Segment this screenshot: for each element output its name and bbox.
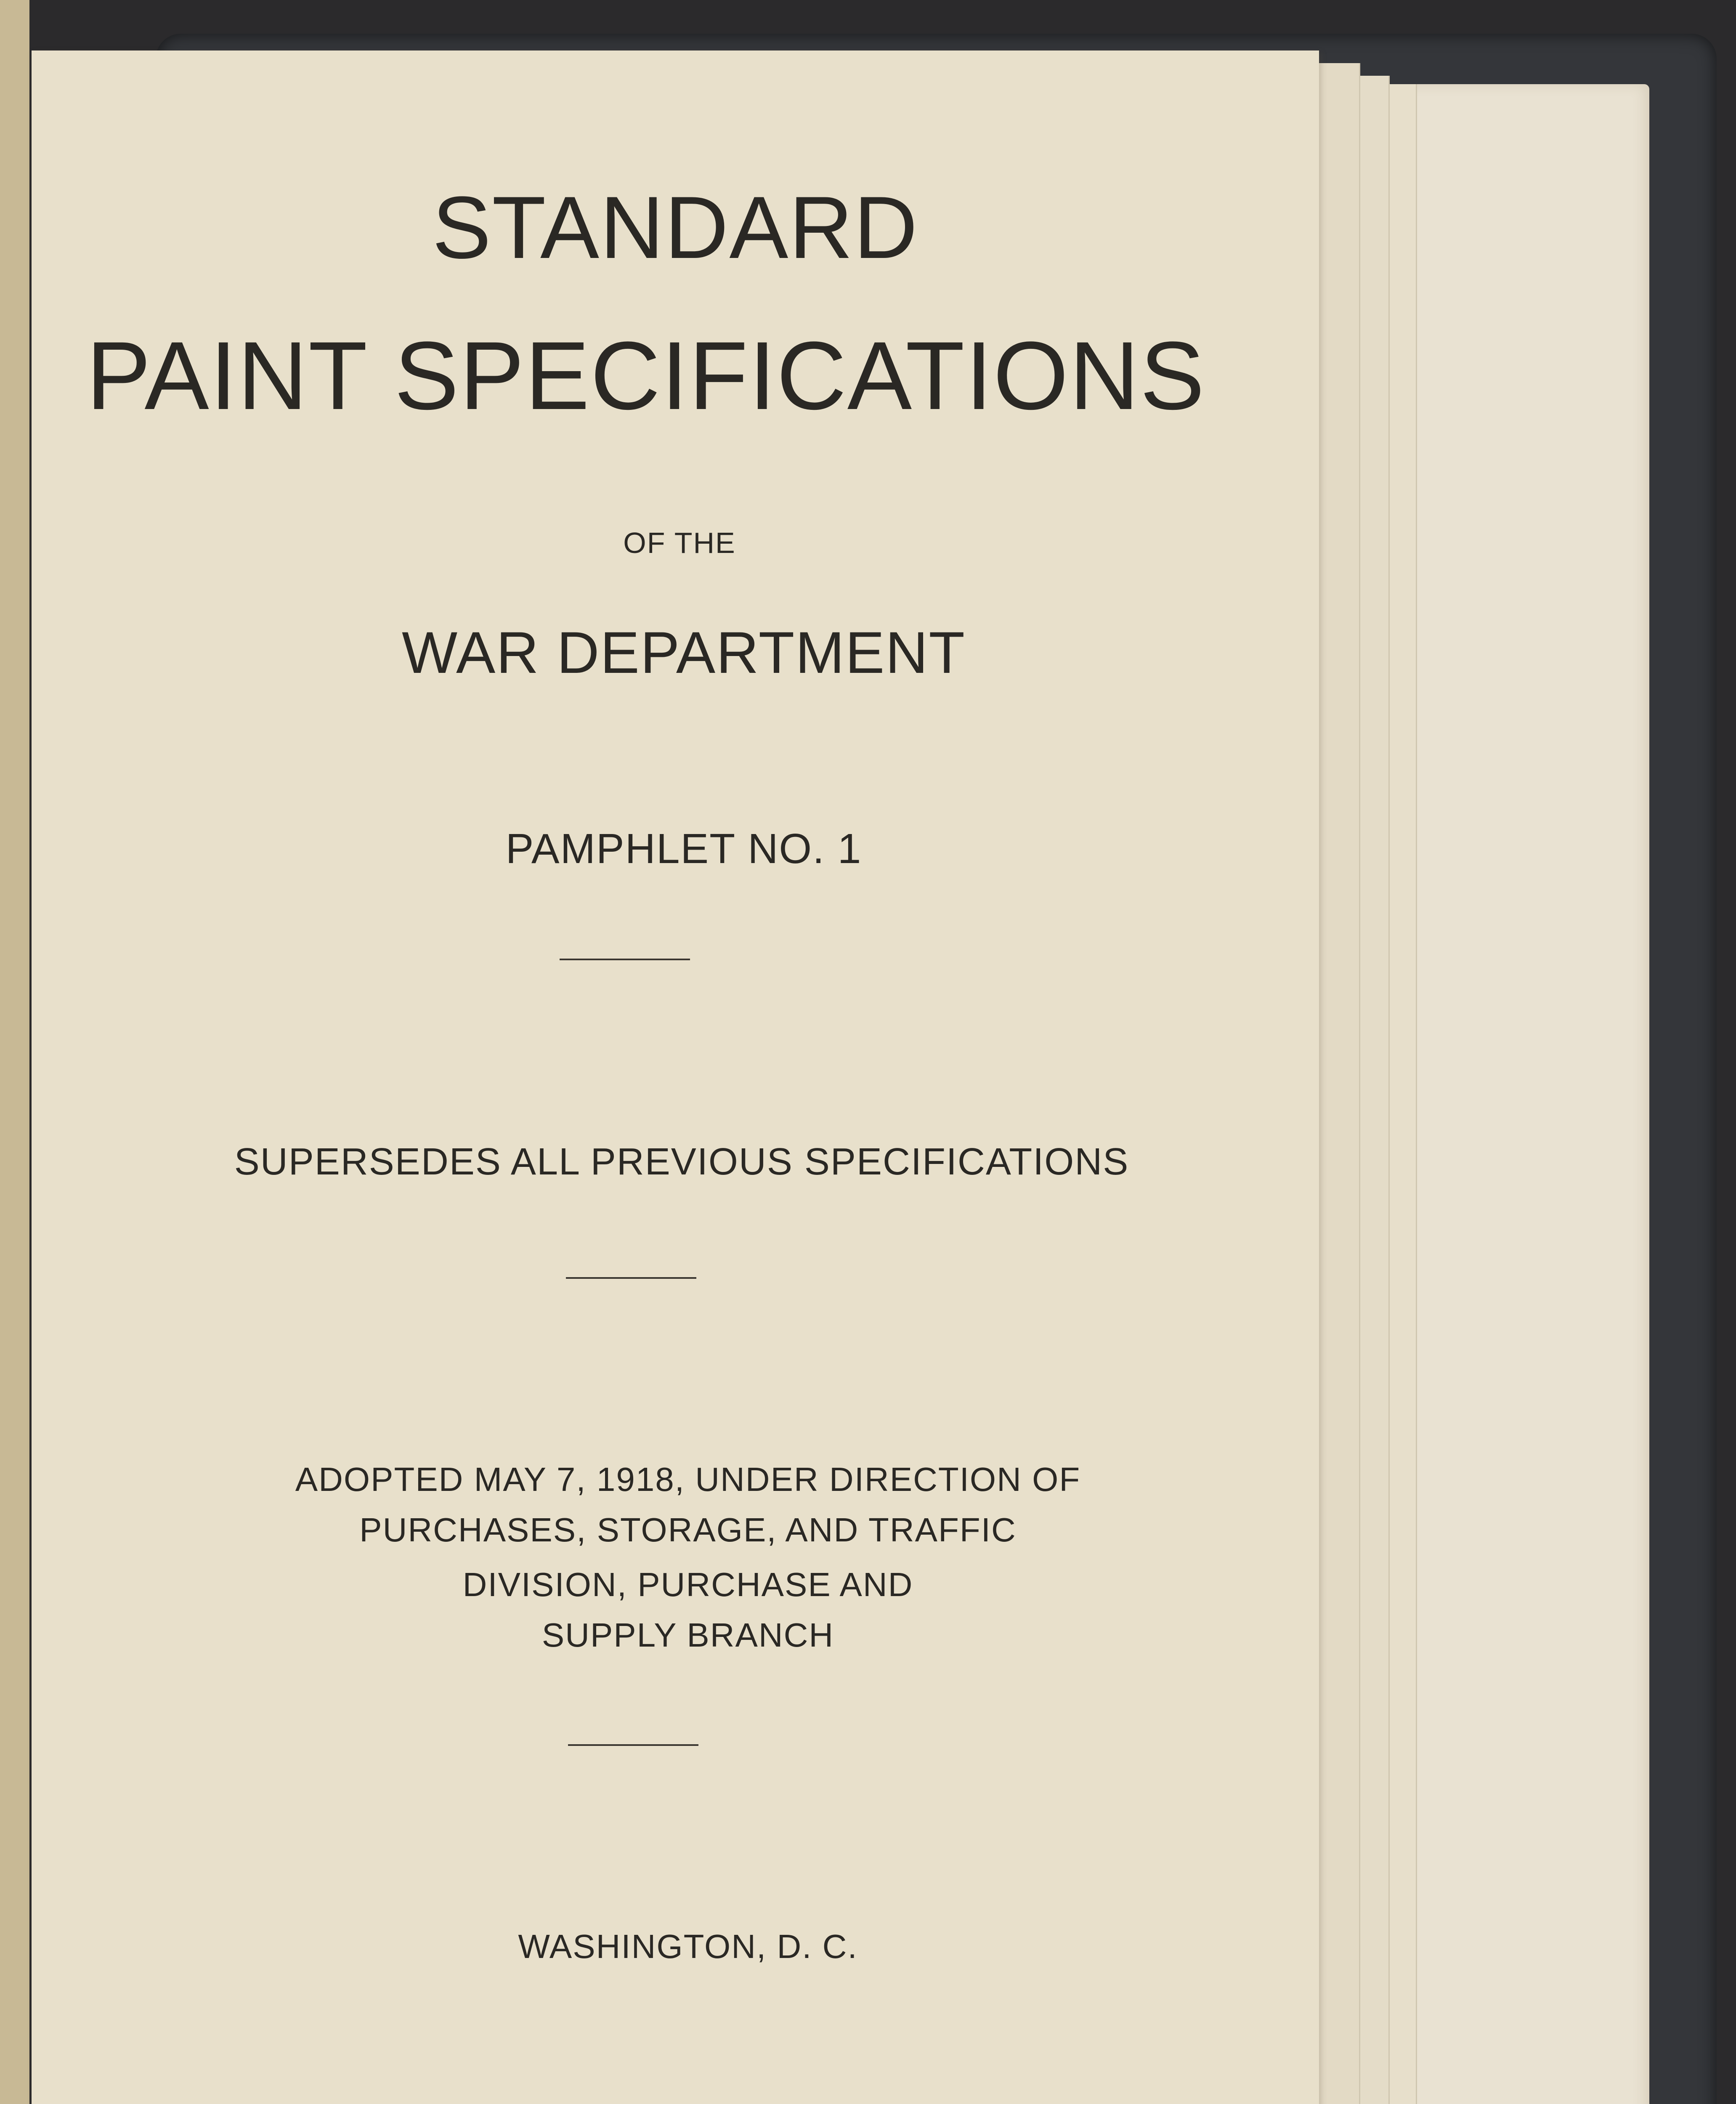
divider-rule — [560, 959, 690, 960]
title-page — [32, 50, 1319, 2104]
title-line-1: STANDARD — [432, 178, 918, 277]
pamphlet-number: PAMPHLET NO. 1 — [505, 825, 862, 872]
department-name: WAR DEPARTMENT — [402, 619, 966, 685]
divider-rule — [568, 1744, 698, 1746]
divider-rule — [566, 1277, 696, 1279]
adoption-line: DIVISION, PURCHASE AND — [462, 1566, 913, 1603]
binding-edge — [0, 0, 29, 2104]
place-of-publication: WASHINGTON, D. C. — [518, 1928, 858, 1965]
title-line-2: PAINT SPECIFICATIONS — [86, 321, 1205, 430]
adoption-line: SUPPLY BRANCH — [542, 1616, 834, 1654]
adoption-line: ADOPTED MAY 7, 1918, UNDER DIRECTION OF — [295, 1461, 1081, 1498]
of-the-text: OF THE — [623, 526, 736, 559]
supersedes-notice: SUPERSEDES ALL PREVIOUS SPECIFICATIONS — [234, 1141, 1129, 1183]
adoption-line: PURCHASES, STORAGE, AND TRAFFIC — [359, 1511, 1017, 1549]
